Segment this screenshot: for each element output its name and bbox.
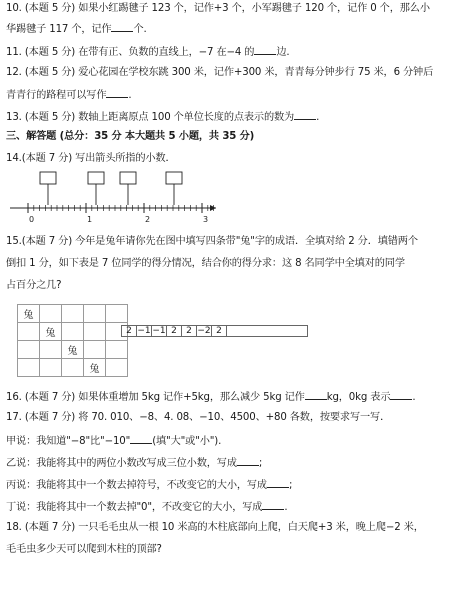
tick-label: 3	[203, 215, 209, 224]
question-16	[6, 390, 458, 404]
answer-blank[interactable]	[262, 500, 284, 510]
score-cell: −2	[197, 326, 211, 336]
idiom-grid	[17, 304, 128, 377]
grid-cell[interactable]: 兔	[40, 323, 62, 341]
answer-box[interactable]	[40, 172, 56, 184]
grid-cell[interactable]	[84, 323, 106, 341]
question-17	[6, 412, 458, 424]
question-13-text-2: .	[316, 112, 320, 123]
question-13-text: 13. (本题 5 分) 数轴上距离原点 100 个单位长度的点表示的数为	[6, 112, 295, 123]
grid-cell[interactable]: 兔	[84, 359, 106, 377]
tick-label: 1	[87, 215, 93, 224]
score-cell: 2	[212, 326, 227, 337]
answer-blank[interactable]	[130, 434, 152, 444]
question-11-text: 11. (本题 5 分) 在带有正、负数的直线上，−7 在−4 的	[6, 47, 255, 58]
score-cell: −1	[152, 326, 166, 336]
bing-statement	[6, 478, 458, 492]
question-18-text: 18. (本题 7 分) 一只毛毛虫从一根 10 米高的木柱底部向上爬，白天爬+3 米，晚上爬−2 米，	[6, 522, 424, 533]
grid-cell[interactable]	[18, 323, 40, 341]
bing-text: 丙说：我能将其中一个数去掉符号，不改变它的大小，写成	[6, 480, 267, 491]
answer-blank[interactable]	[111, 22, 133, 32]
answer-blank[interactable]	[254, 45, 276, 55]
jia-statement	[6, 434, 458, 448]
question-17-text: 17. (本题 7 分) 将 70. 010、−8、4. 08、−10、4500、+80 各数，按要求写一写．	[6, 412, 391, 423]
jia-text-2: (填"大"或"小").	[152, 436, 222, 447]
grid-cell[interactable]	[62, 305, 84, 323]
grid-cell[interactable]	[18, 359, 40, 377]
score-cell: 2	[167, 326, 182, 337]
ding-statement	[6, 500, 458, 514]
question-13	[6, 110, 458, 124]
grid-cell[interactable]	[40, 305, 62, 323]
answer-blank[interactable]	[267, 478, 289, 488]
question-15-text-3: 占百分之几?	[6, 280, 62, 291]
question-15-text-2: 倒扣 1 分，如下表是 7 位同学的得分情况，结合你的得分求：这 8 名同学中全填对的同学	[6, 258, 405, 269]
grid-cell[interactable]	[62, 323, 84, 341]
grid-cell[interactable]	[18, 341, 40, 359]
grid-cell[interactable]	[40, 341, 62, 359]
question-11-text-2: 边.	[276, 47, 290, 58]
answer-blank[interactable]	[237, 456, 259, 466]
answer-box[interactable]	[120, 172, 136, 184]
question-18	[6, 522, 458, 534]
question-14-text: 14.(本题 7 分) 写出箭头所指的小数．	[6, 153, 176, 164]
question-16-text-2: kg，0kg 表示	[326, 392, 391, 403]
score-cell: 2	[122, 326, 137, 337]
question-18-cont	[6, 544, 458, 556]
grid-cell[interactable]	[106, 359, 128, 377]
question-15-cont2	[6, 280, 458, 292]
number-line-figure	[8, 170, 218, 228]
question-10	[6, 3, 458, 15]
answer-blank[interactable]	[390, 390, 412, 400]
section-heading	[6, 131, 458, 143]
score-table	[121, 325, 308, 337]
yi-statement	[6, 456, 458, 470]
score-cell-empty[interactable]	[227, 326, 308, 337]
question-18-text-2: 毛毛虫多少天可以爬到木柱的顶部?	[6, 544, 162, 555]
question-10-text-3: 个.	[133, 24, 147, 35]
grid-cell[interactable]: 兔	[62, 341, 84, 359]
question-12-cont	[6, 88, 458, 102]
yi-text: 乙说：我能将其中的两位小数改写成三位小数，写成	[6, 458, 237, 469]
axis-arrow-icon	[210, 205, 216, 211]
yi-text-2: ;	[258, 458, 263, 469]
question-12-text: 12. (本题 5 分) 爱心花园在学校东跳 300 米，记作+300 米，青青每分钟步行 75 米，6 分钟后	[6, 67, 434, 78]
grid-cell[interactable]	[40, 359, 62, 377]
question-11	[6, 45, 458, 59]
answer-blank[interactable]	[294, 110, 316, 120]
axis-tick-labels	[29, 215, 208, 224]
bing-text-2: ;	[288, 480, 293, 491]
ding-text: 丁说：我能将其中一个数去掉"0"，不改变它的大小，写成	[6, 502, 263, 513]
answer-blank[interactable]	[106, 88, 128, 98]
answer-box[interactable]	[166, 172, 182, 184]
tick-label: 2	[145, 215, 151, 224]
question-16-text: 16. (本题 7 分) 如果体重增加 5kg 记作+5kg，那么减少 5kg 记作	[6, 392, 305, 403]
score-cell: 2	[182, 326, 197, 337]
grid-cell[interactable]	[106, 305, 128, 323]
question-14	[6, 153, 458, 165]
question-15-text: 15.(本题 7 分) 今年是兔年请你先在图中填写四条带"兔"字的成语．全填对给 2 分．填错两个	[6, 236, 418, 247]
answer-blank[interactable]	[305, 390, 327, 400]
question-10-text: 10. (本题 5 分) 如果小红踢毽子 123 个，记作+3 个，小军踢毽子 120 个，记作 0 个，那么小	[6, 3, 430, 14]
score-cell: −1	[137, 326, 151, 336]
question-12-text-2: 青青行的路程可以写作	[6, 90, 107, 101]
grid-cell[interactable]	[106, 341, 128, 359]
grid-cell[interactable]	[84, 341, 106, 359]
question-15-cont	[6, 258, 458, 270]
section-heading-text: 三、解答题 (总分：35 分 本大题共 5 小题，共 35 分)	[6, 131, 255, 142]
grid-cell[interactable]: 兔	[18, 305, 40, 323]
jia-text: 甲说：我知道"−8"比"−10"	[6, 436, 131, 447]
question-12	[6, 67, 458, 79]
grid-cell[interactable]	[84, 305, 106, 323]
tick-label: 0	[29, 215, 35, 224]
answer-box[interactable]	[88, 172, 104, 184]
question-10-text-2: 华踢毽子 117 个，记作	[6, 24, 112, 35]
question-12-text-3: .	[128, 90, 132, 101]
question-16-text-3: .	[412, 392, 416, 403]
question-10-cont	[6, 22, 458, 36]
ding-text-2: .	[284, 502, 288, 513]
grid-cell[interactable]	[62, 359, 84, 377]
question-15	[6, 236, 458, 248]
